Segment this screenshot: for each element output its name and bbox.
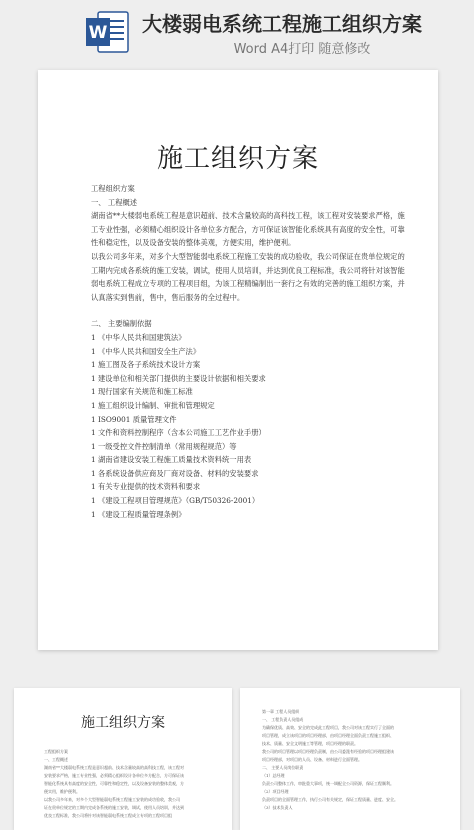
thumbnail-line: 湖南省**大楼弱电系统工程是意识超前、技术含量较高的高科技工程，该工程对 xyxy=(44,765,184,770)
basis-list xyxy=(91,331,409,521)
section1-paragraph-2: 以我公司多年来，对多个大型智能弱电系统工程施工安装的成功验收，我公司保证在贵单位规定的工期内完成各系统的施工安装，调试，使用人员培训，并达到优良工程标准，我公司将针对该智能弱电系统工程成立专项的工程项目组，为该工程精编制出一套行之有效的完善的施工组织方案，并认真落实到售前，售中，售后服务的全过程中。 xyxy=(91,251,405,302)
thumbnail-line: 我公司的项目管理以项目经理负责制，由公司委派有经验的项目经理组建该 xyxy=(262,749,394,754)
thumbnail-line: 优良工程标准，我公司将针对该智能弱电系统工程成立专项的工程项目组 xyxy=(44,813,172,818)
basis-item: 1 有关专业提供的技术资料和要求 xyxy=(91,482,201,492)
thumbnail-line: 以我公司多年来，对多个大型智能弱电系统工程施工安装的成功验收，我公司 xyxy=(44,797,180,802)
basis-item: 1 建设单位和相关部门提供的主要设计依据和相关要求 xyxy=(91,373,266,383)
banner-subtitle: Word A4打印 随意修改 xyxy=(233,42,371,57)
basis-item: 1 湖南省建设安装工程施工质量技术资料统一用表 xyxy=(91,455,252,465)
thumbnail-line: 智能化系统具有高度的安全性，可靠性和稳定性，以及设备安装的整体美观，方 xyxy=(44,781,184,786)
basis-item: 1 《中华人民共和国建筑法》 xyxy=(91,332,186,342)
thumbnail-line: 项目经理部，对项目的人员、设备、材料进行全面管理。 xyxy=(262,757,362,762)
page-thumbnail-1 xyxy=(14,688,232,830)
basis-item: 1 《建设工程项目管理规范》（GB/T50326-2001） xyxy=(91,496,260,506)
thumbnail-line: 第一章 工程人员组织 xyxy=(262,709,300,714)
svg-text:W: W xyxy=(88,23,108,43)
section1-paragraph-1: 湖南省**大楼弱电系统工程是意识超前、技术含量较高的高科技工程，该工程对安装要求严格，施工专业性强，必须精心组织设计各单位多方配合，方可保证该智能化系统具有高度的安全性，可靠性和稳定性，以及设备安装的整体美观，方便实用，维护便利。 xyxy=(91,211,405,248)
thumbnail-text xyxy=(262,708,442,812)
basis-item: 1 一级受控文件控制清单（常用规程规范）等 xyxy=(91,441,237,451)
basis-item: 1 施工图及各子系统技术设计方案 xyxy=(91,360,201,370)
thumbnail-line: 负责项目的全面管理工作，执行公司有关规定，保证工程质量、进度、安全。 xyxy=(262,797,398,802)
thumbnail-line: 一、 工程负责人员组成 xyxy=(262,717,304,722)
document-title: 施工组织方案 xyxy=(156,144,319,174)
banner-title: 大楼弱电系统工程施工组织方案 xyxy=(142,12,422,36)
header-banner xyxy=(0,0,474,64)
word-icon xyxy=(84,9,130,55)
basis-item: 1 文件和资料控制程序（含本公司施工工艺作业手册） xyxy=(91,428,266,438)
basis-item: 1 施工组织设计编制、审批和管理规定 xyxy=(91,400,215,410)
thumbnail-line: 负责公司整体工作，审批重大事项，统一调配全公司资源，保证工程顺利。 xyxy=(262,781,394,786)
thumbnail-line: 一、工程概述 xyxy=(44,757,68,762)
section1-heading: 一、 工程概述 xyxy=(91,197,138,207)
basis-item: 1 《建设工程质量管理条例》 xyxy=(91,509,186,519)
thumbnail-line: （1）总经理 xyxy=(262,773,285,778)
page-thumbnail-2 xyxy=(240,688,460,830)
thumbnail-title: 施工组织方案 xyxy=(81,715,165,731)
thumbnail-line: （2）项目经理 xyxy=(262,789,289,794)
thumbnail-line: 安装要求严格，施工专业性强，必须精心组织设计各单位多方配合，方可保证该 xyxy=(44,773,184,778)
thumbnail-line: 二、 主要人员岗位职责 xyxy=(262,765,304,770)
spacer xyxy=(91,304,409,317)
thumbnail-line: 为确保优质、高效、安全的完成此工程项目，我公司对该工程实行了全面的 xyxy=(262,725,394,730)
thumbnail-line: （3）技术负责人 xyxy=(262,805,293,810)
section2-heading: 二、 主要编制依据 xyxy=(91,319,152,329)
basis-item: 1 各系统设备供应商及厂商对设备、材料的安装要求 xyxy=(91,468,259,478)
document-body xyxy=(91,182,409,521)
basis-item: 1 现行国家有关规范和施工标准 xyxy=(91,387,193,397)
thumbnail-line: 便实用，维护便利。 xyxy=(44,789,80,794)
thumbnail-line: 项目管理，成立该项目的项目经理部，由项目经理全面负责工程施工组织、 xyxy=(262,733,394,738)
document-page xyxy=(38,70,438,650)
thumbnail-line: 工程组织方案 xyxy=(44,749,68,754)
thumbnail-line: 技术、质量、安全文明施工等管理，项目经理的职责。 xyxy=(262,741,358,746)
thumbnail-line: 证在贵单位规定的工期内完成各系统的施工安装，调试，使用人员培训，并达到 xyxy=(44,805,184,810)
document-subtitle: 工程组织方案 xyxy=(91,184,135,193)
basis-item: 1 《中华人民共和国安全生产法》 xyxy=(91,346,201,356)
basis-item: 1 ISO9001 质量管理文件 xyxy=(91,414,177,424)
thumbnail-text xyxy=(44,748,204,820)
